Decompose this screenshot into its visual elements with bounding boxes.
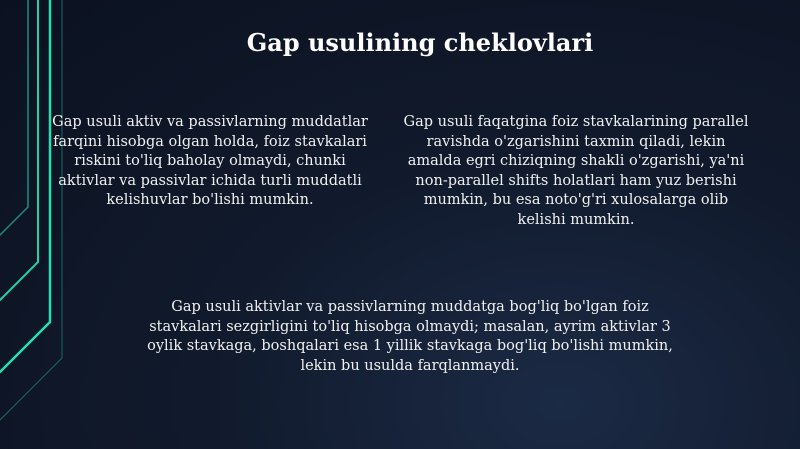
- paragraph-rate-sensitivity: Gap usuli aktivlar va passivlarning muddatga bog'liq bo'lgan foiz stavkalari sezgirligini to'liq hisobga olmaydi; masalan, ayrim aktivlar 3 oylik stavkaga, boshqalari esa 1 yillik stavkaga bog'liq bo'lishi mumkin, lekin bu usulda farqlanmaydi.: [147, 299, 673, 374]
- paragraph-maturity-mismatch: Gap usuli aktiv va passivlarning muddatlar farqini hisobga olgan holda, foiz stavkalari riskini to'liq baholay olmaydi, chunki aktivlar va passivlar ichida turli muddatli kelishuvlar bo'lishi mumkin.: [52, 114, 368, 208]
- slide-title: Gap usulining cheklovlari: [246, 28, 594, 57]
- circuit-lines-decoration: [0, 0, 80, 449]
- paragraph-parallel-shift: Gap usuli faqatgina foiz stavkalarining parallel ravishda o'zgarishini taxmin qiladi, lekin amalda egri chiziqning shakli o'zgarishi, ya'ni non-parallel shifts holatlari ham yuz berishi mumkin, bu esa noto'g'ri xulosalarga olib kelishi mumkin.: [403, 114, 749, 228]
